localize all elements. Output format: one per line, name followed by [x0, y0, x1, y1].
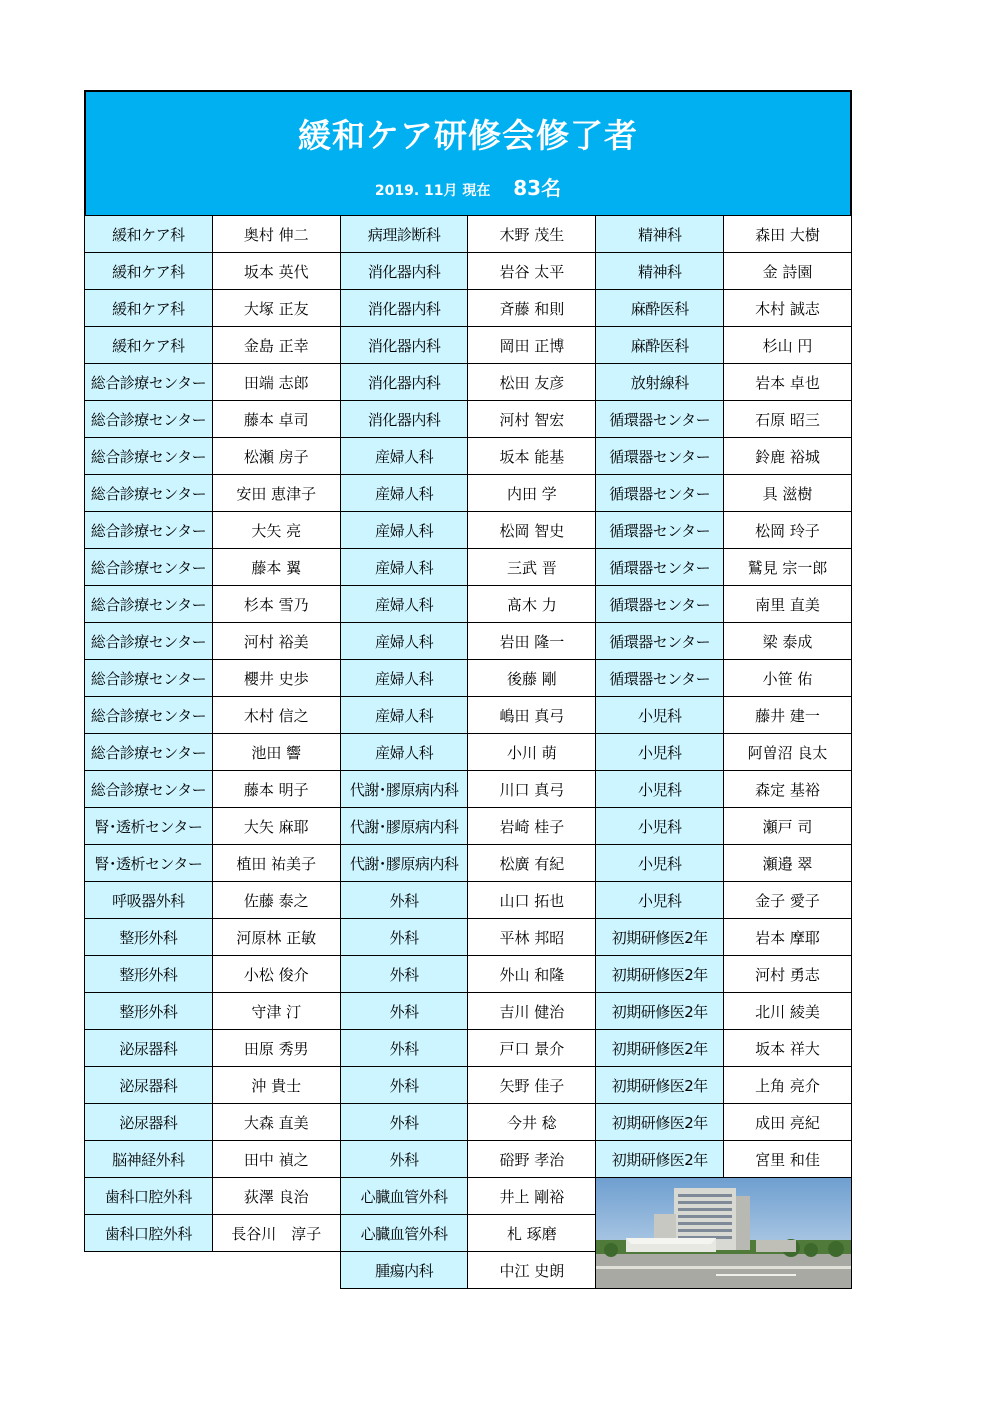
name-cell: 瀬戸 司	[723, 808, 852, 845]
table-row	[84, 1030, 852, 1067]
name-cell: 阿曽沼 良太	[723, 734, 852, 771]
name-cell: 成田 亮紀	[723, 1104, 852, 1141]
department-cell: 精神科	[595, 216, 723, 253]
table-row	[84, 919, 852, 956]
department-cell: 外科	[340, 993, 468, 1030]
name-cell: 梁 泰成	[723, 623, 852, 660]
name-cell: 池田 響	[212, 734, 340, 771]
department-cell: 総合診療センター	[84, 512, 212, 549]
department-cell: 歯科口腔外科	[84, 1215, 212, 1252]
name-cell: 櫻井 史歩	[212, 660, 340, 697]
name-cell: 硲野 孝治	[467, 1141, 595, 1178]
name-cell: 平林 邦昭	[467, 919, 595, 956]
table-row	[84, 660, 852, 697]
department-cell: 循環器センター	[595, 623, 723, 660]
name-cell: 中江 史朗	[467, 1252, 595, 1289]
name-cell: 矢野 佳子	[467, 1067, 595, 1104]
table-row	[84, 882, 852, 919]
table-row	[84, 808, 852, 845]
department-cell: 循環器センター	[595, 549, 723, 586]
department-cell: 代謝･膠原病内科	[340, 771, 468, 808]
name-cell: 河原林 正敏	[212, 919, 340, 956]
table-row	[84, 327, 852, 364]
table-row	[84, 956, 852, 993]
department-cell: 小児科	[595, 734, 723, 771]
name-cell: 金子 愛子	[723, 882, 852, 919]
name-cell: 田中 禎之	[212, 1141, 340, 1178]
department-cell: 腎･透析センター	[84, 808, 212, 845]
name-cell: 札 琢磨	[467, 1215, 595, 1252]
name-cell: 安田 恵津子	[212, 475, 340, 512]
name-cell: 松廣 有紀	[467, 845, 595, 882]
name-cell: 藤井 建一	[723, 697, 852, 734]
department-cell: 循環器センター	[595, 401, 723, 438]
department-cell: 緩和ケア科	[84, 290, 212, 327]
name-cell: 岩田 隆一	[467, 623, 595, 660]
department-cell: 外科	[340, 882, 468, 919]
table-row	[84, 1141, 852, 1178]
name-cell: 石原 昭三	[723, 401, 852, 438]
name-cell: 河村 勇志	[723, 956, 852, 993]
table-row	[84, 993, 852, 1030]
name-cell: 北川 綾美	[723, 993, 852, 1030]
department-cell: 産婦人科	[340, 586, 468, 623]
table-row	[84, 290, 852, 327]
department-cell: 循環器センター	[595, 475, 723, 512]
status-line	[86, 172, 850, 201]
name-cell: 宮里 和佳	[723, 1141, 852, 1178]
department-cell: 緩和ケア科	[84, 216, 212, 253]
name-cell: 坂本 英代	[212, 253, 340, 290]
department-cell: 初期研修医2年	[595, 1030, 723, 1067]
name-cell: 小川 萌	[467, 734, 595, 771]
department-cell: 泌尿器科	[84, 1067, 212, 1104]
name-cell: 田原 秀男	[212, 1030, 340, 1067]
department-cell: 産婦人科	[340, 512, 468, 549]
table-row	[84, 253, 852, 290]
name-cell: 小笹 佑	[723, 660, 852, 697]
table-row	[84, 216, 852, 253]
empty-cell	[84, 1252, 212, 1289]
name-cell: 大塚 正友	[212, 290, 340, 327]
name-cell: 河村 智宏	[467, 401, 595, 438]
department-cell: 代謝･膠原病内科	[340, 808, 468, 845]
department-cell: 放射線科	[595, 364, 723, 401]
name-cell: 後藤 剛	[467, 660, 595, 697]
name-cell: 荻澤 良治	[212, 1178, 340, 1215]
name-cell: 坂本 能基	[467, 438, 595, 475]
department-cell: 循環器センター	[595, 438, 723, 475]
name-cell: 植田 祐美子	[212, 845, 340, 882]
department-cell: 泌尿器科	[84, 1104, 212, 1141]
department-cell: 総合診療センター	[84, 475, 212, 512]
name-cell: 杉本 雪乃	[212, 586, 340, 623]
department-cell: 総合診療センター	[84, 697, 212, 734]
name-cell: 大矢 麻耶	[212, 808, 340, 845]
department-cell: 精神科	[595, 253, 723, 290]
name-cell: 松岡 智史	[467, 512, 595, 549]
department-cell: 消化器内科	[340, 253, 468, 290]
name-cell: 岩本 摩耶	[723, 919, 852, 956]
department-cell: 循環器センター	[595, 586, 723, 623]
department-cell: 初期研修医2年	[595, 919, 723, 956]
name-cell: 小松 俊介	[212, 956, 340, 993]
department-cell: 外科	[340, 956, 468, 993]
page-title: 緩和ケア研修会修了者	[298, 116, 638, 155]
name-cell: 大森 直美	[212, 1104, 340, 1141]
department-cell: 小児科	[595, 697, 723, 734]
name-cell: 森定 基裕	[723, 771, 852, 808]
hospital-photo	[595, 1178, 852, 1289]
name-cell: 木村 信之	[212, 697, 340, 734]
name-cell: 岩崎 桂子	[467, 808, 595, 845]
name-cell: 瀬邉 翠	[723, 845, 852, 882]
department-cell: 総合診療センター	[84, 364, 212, 401]
name-cell: 岡田 正博	[467, 327, 595, 364]
department-cell: 産婦人科	[340, 734, 468, 771]
department-cell: 緩和ケア科	[84, 253, 212, 290]
table-row	[84, 1067, 852, 1104]
department-cell: 腫瘍内科	[340, 1252, 468, 1289]
table-row	[84, 549, 852, 586]
department-cell: 外科	[340, 1141, 468, 1178]
table-row	[84, 771, 852, 808]
department-cell: 外科	[340, 1030, 468, 1067]
name-cell: 松瀬 房子	[212, 438, 340, 475]
name-cell: 具 滋樹	[723, 475, 852, 512]
department-cell: 整形外科	[84, 993, 212, 1030]
name-cell: 田端 志郎	[212, 364, 340, 401]
table-row	[84, 401, 852, 438]
department-cell: 総合診療センター	[84, 771, 212, 808]
name-cell: 川口 真弓	[467, 771, 595, 808]
table-row	[84, 512, 852, 549]
name-cell: 三武 晋	[467, 549, 595, 586]
name-cell: 今井 稔	[467, 1104, 595, 1141]
name-cell: 外山 和隆	[467, 956, 595, 993]
name-cell: 南里 直美	[723, 586, 852, 623]
name-cell: 松岡 玲子	[723, 512, 852, 549]
name-cell: 森田 大樹	[723, 216, 852, 253]
department-cell: 小児科	[595, 882, 723, 919]
department-cell: 総合診療センター	[84, 586, 212, 623]
table-row	[84, 1104, 852, 1141]
name-cell: 金 詩園	[723, 253, 852, 290]
as-of-date: 2019. 11月 現在	[374, 183, 491, 199]
department-cell: 総合診療センター	[84, 623, 212, 660]
department-cell: 外科	[340, 1067, 468, 1104]
department-cell: 小児科	[595, 771, 723, 808]
department-cell: 外科	[340, 1104, 468, 1141]
department-cell: 循環器センター	[595, 660, 723, 697]
name-cell: 鈴鹿 裕城	[723, 438, 852, 475]
department-cell: 小児科	[595, 808, 723, 845]
department-cell: 循環器センター	[595, 512, 723, 549]
department-cell: 整形外科	[84, 919, 212, 956]
department-cell: 消化器内科	[340, 401, 468, 438]
department-cell: 病理診断科	[340, 216, 468, 253]
header-banner	[84, 90, 852, 216]
department-cell: 歯科口腔外科	[84, 1178, 212, 1215]
name-cell: 内田 学	[467, 475, 595, 512]
name-cell: 髙木 力	[467, 586, 595, 623]
department-cell: 総合診療センター	[84, 734, 212, 771]
name-cell: 岩本 卓也	[723, 364, 852, 401]
department-cell: 代謝･膠原病内科	[340, 845, 468, 882]
name-cell: 坂本 祥大	[723, 1030, 852, 1067]
name-cell: 岩谷 太平	[467, 253, 595, 290]
department-cell: 心臓血管外科	[340, 1178, 468, 1215]
department-cell: 緩和ケア科	[84, 327, 212, 364]
department-cell: 産婦人科	[340, 438, 468, 475]
name-cell: 上角 亮介	[723, 1067, 852, 1104]
name-cell: 木村 誠志	[723, 290, 852, 327]
table-row	[84, 734, 852, 771]
empty-cell	[212, 1252, 340, 1289]
name-cell: 大矢 亮	[212, 512, 340, 549]
table-row	[84, 364, 852, 401]
name-cell: 松田 友彦	[467, 364, 595, 401]
table-row	[84, 697, 852, 734]
completion-count: 83名	[513, 176, 562, 200]
roster-table	[84, 216, 852, 1289]
department-cell: 産婦人科	[340, 475, 468, 512]
department-cell: 総合診療センター	[84, 549, 212, 586]
name-cell: 藤本 明子	[212, 771, 340, 808]
name-cell: 守津 汀	[212, 993, 340, 1030]
department-cell: 消化器内科	[340, 290, 468, 327]
department-cell: 初期研修医2年	[595, 956, 723, 993]
department-cell: 産婦人科	[340, 660, 468, 697]
department-cell: 産婦人科	[340, 697, 468, 734]
hospital-building-image	[596, 1178, 852, 1289]
name-cell: 奥村 伸二	[212, 216, 340, 253]
department-cell: 初期研修医2年	[595, 1067, 723, 1104]
name-cell: 井上 剛裕	[467, 1178, 595, 1215]
name-cell: 藤本 卓司	[212, 401, 340, 438]
table-row	[84, 586, 852, 623]
department-cell: 産婦人科	[340, 623, 468, 660]
table-row	[84, 623, 852, 660]
name-cell: 長谷川 淳子	[212, 1215, 340, 1252]
name-cell: 金島 正幸	[212, 327, 340, 364]
name-cell: 杉山 円	[723, 327, 852, 364]
department-cell: 総合診療センター	[84, 401, 212, 438]
department-cell: 小児科	[595, 845, 723, 882]
name-cell: 鷲見 宗一郎	[723, 549, 852, 586]
department-cell: 心臓血管外科	[340, 1215, 468, 1252]
department-cell: 整形外科	[84, 956, 212, 993]
department-cell: 産婦人科	[340, 549, 468, 586]
department-cell: 外科	[340, 919, 468, 956]
roster-sheet	[84, 90, 852, 1289]
department-cell: 初期研修医2年	[595, 1104, 723, 1141]
department-cell: 脳神経外科	[84, 1141, 212, 1178]
name-cell: 河村 裕美	[212, 623, 340, 660]
department-cell: 初期研修医2年	[595, 1141, 723, 1178]
table-row	[84, 475, 852, 512]
department-cell: 麻酔医科	[595, 290, 723, 327]
department-cell: 総合診療センター	[84, 438, 212, 475]
name-cell: 佐藤 泰之	[212, 882, 340, 919]
department-cell: 消化器内科	[340, 364, 468, 401]
department-cell: 腎･透析センター	[84, 845, 212, 882]
department-cell: 麻酔医科	[595, 327, 723, 364]
name-cell: 斉藤 和則	[467, 290, 595, 327]
name-cell: 沖 貴士	[212, 1067, 340, 1104]
name-cell: 戸口 景介	[467, 1030, 595, 1067]
department-cell: 初期研修医2年	[595, 993, 723, 1030]
name-cell: 吉川 健治	[467, 993, 595, 1030]
name-cell: 山口 拓也	[467, 882, 595, 919]
name-cell: 木野 茂生	[467, 216, 595, 253]
table-row	[84, 845, 852, 882]
department-cell: 総合診療センター	[84, 660, 212, 697]
department-cell: 呼吸器外科	[84, 882, 212, 919]
department-cell: 泌尿器科	[84, 1030, 212, 1067]
table-row	[84, 438, 852, 475]
department-cell: 消化器内科	[340, 327, 468, 364]
name-cell: 藤本 翼	[212, 549, 340, 586]
name-cell: 嶋田 真弓	[467, 697, 595, 734]
